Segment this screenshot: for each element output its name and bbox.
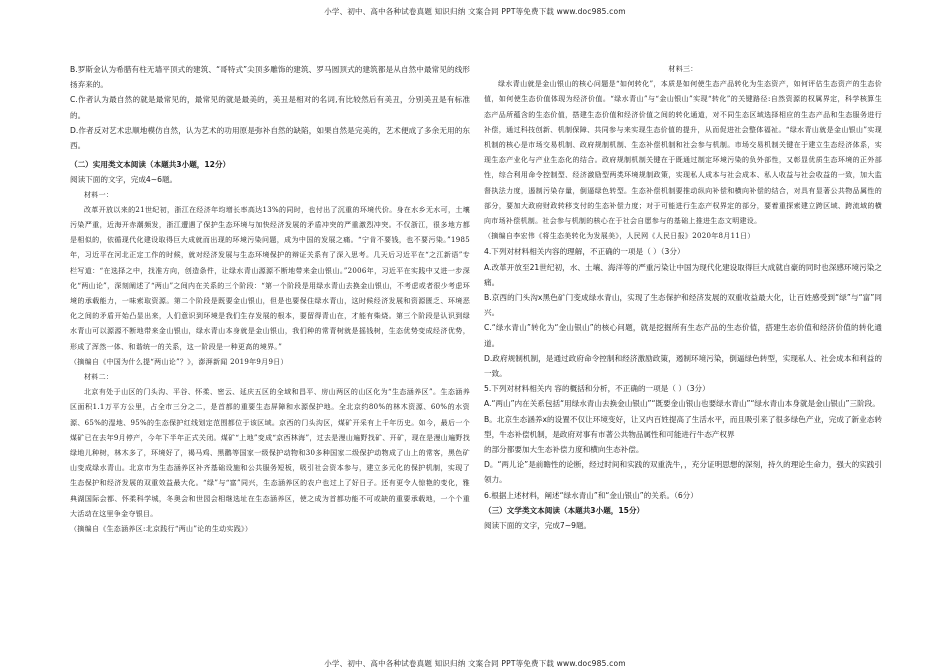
question-6: 6.根据上述材料，阐述“绿水青山”和“金山银山”的关系。（6分） [484, 490, 698, 500]
question-5-option-b: B。北京生态涵养x的设置不仅让环境变好，让又内百姓提高了生活水平，而且吸引来了很多绿色产业，完成了新业态转型，牛态补偿机制，是政府对事有市著公共物品属性和可能进行牛态产权界 [484, 414, 882, 439]
left-column [70, 62, 470, 537]
material-3-source: （摘编自李宏伟《将生态美转化为发展美》，人民网《人民日报》2020年8月11日） [484, 232, 755, 241]
section-title-practical: （二）实用类文本阅读（本题共3小题，12分） [70, 160, 231, 170]
question-4: 4.下列对材料相关内容的理解，不正确的一项是（ ）（3分） [484, 247, 685, 257]
material-1-title: 材料一： [84, 190, 114, 199]
question-5-option-d: D。“两儿论”是前瞻性的论断，经过时间和实践的双重洗牛，，充分证明思想的深刻，持久的理论生命力，强大的实践引领力。 [484, 460, 882, 485]
question-4-option-b: B.京西的门头沟x黑色矿门变成绿水青山，实现了生态保护和经济发展的双重收益最大化，让百姓感受到“绿”与“富”同兴。 [484, 293, 882, 318]
right-column [484, 62, 882, 533]
question-5-option-c: 的部分都要加大生态补偿力度和横向生态补偿。 [484, 445, 644, 455]
section-instruction: 阅读下面的文字，完成4~6题。 [70, 175, 178, 185]
material-1-source: （摘编自《中国为什么提“两山论”？》，澎湃新闻 2019年9月9日） [70, 357, 288, 366]
question-5: 5.下列对材料相关内 容的概括和分析，不正确的一项是（ ）（3分） [484, 384, 710, 394]
option-d: D.作者反对艺术忠顺地模仿自然，认为艺术的功用原是弥补自然的缺陷，如果自然是完美的，艺术便成了多余无用的东西。 [70, 125, 470, 151]
question-4-option-d: D.政府规制机制，是通过政府命令控制和经济激励政策，遏制环境污染，倒逼绿色转型，实现私人、社会成本和利益的一致。 [484, 353, 882, 379]
material-2-source: （摘编自《生态涵养区:北京践行“两山”论的生动实践》） [70, 525, 253, 534]
page-footer: 小学、初中、高中各种试卷真题 知识归纳 文案合同 PPT等免费下载 www.doc985.com [324, 659, 626, 668]
section-title-literary: （三）文学类文本阅读（本题共3小题，15分） [484, 505, 645, 515]
material-1-text: 改革开放以来的21世纪初，浙江在经济年均增长率高达13%的同时，也付出了沉重的环境代价。身在水乡无水可，土壤污染严重，近海开赤潮频发，浙江遭遇了保护生态环境与加快经济发展的矛盾冲突的严重激烈冲突。不仅浙江，很多地方都是相似的，依循现代化建设取得巨大成就而出现的环境污染问题，成为中国的发展之痛。“宁肯不要钱，也不要污染。”1985年，习近平在河北正定工作的时候，就对经济发展与生态环境保护的辩证关系有了深入思考。几天后习近平在“之江新语”专栏写道：“在选择之中，找准方向，创造条件，让绿水青山源源不断地带来金山银山。”2006年，习近平在实践中又进一步深化“两山论”，深刻阐述了“两山”之间内在关系的三个阶段：“第一个阶段是用绿水青山去换金山银山，不考虑或者很少考虑环境的承载能力，一味索取资源。第二个阶段是既要金山银山，但是也要保住绿水青山，这时候经济发展和资源匮乏、环境恶化之间的矛盾开始凸显出来，人们意识到环境是我们生存发展的根本，要留得青山在，才能有柴烧。第三个阶段是认识到绿水青山可以源源不断地带来金山银山，绿水青山本身就是金山银山，我们种的常青树就是摇钱树，生态优势变成经济优势，形成了浑然一体、和谐统一的关系，这一阶段是一种更高的境界。” [70, 205, 470, 351]
option-b: B.罗斯金认为希腊有柱无墙平顶式的建筑、“哥特式”尖顶多雕饰的建筑、罗马圆顶式的建筑都是从自然中最常见的线形扬弃来的。 [70, 65, 470, 90]
material-3-text: 绿水青山就是金山银山的核心问题是“如何转化”，本质是如何使生态产品转化为生态资产，如何评估生态资产的生态价值，如何使生态价值体现为经济价值。“绿水青山”与“金山银山”实现“转化”的关键路径:自然资源的权属界定，科学核算生态产品所蕴含的生态价值，搭建生态价值和经济价值之间的转化通道，对不同生态区域选择相应的生态产品和生态服务进行补偿，通过科技创新、机制保障、共同参与来实现生态价值的提升，从而促进社会整体福祉。“绿水青山就是金山银山”实现机制的核心是市场交易机制、政府规制机制、生态补偿机制和社会参与机制。市场交易机制关键在于建立生态经济体系，实现生态产业化与产业生态化的结合。政府规制机制关键在于既通过制定环境污染的负外部性，又彰显优质生态环境的正外部性，综合利用命令控制型、经济激励型两类环境规制政策，实现私人成本与社会成本、私人收益与社会收益的一致，加大监督执法力度，遏制污染存量，倒逼绿色转型。生态补偿机制要推动纵向补偿和横向补偿的结合，对具有显著公共物品属性的部分，要加大政府财政转移支付的生态补偿力度；对于可能进行生态产权界定的部分，要着重探索建立跨区域、跨流域的横向市场补偿机制。社会参与机制的核心在于社会自愿参与的基础上推进生态文明建设。 [484, 80, 882, 226]
question-4-option-a: A.改革开放至21世纪初，水、土壤、海洋等的严重污染让中国为现代化建设取得巨大成就自豪的同时也深感环境污染之痛。 [484, 262, 882, 287]
material-2-text: 北京有处于山区的门头沟、平谷、怀柔、密云、延庆五区的全域和昌平、房山两区的山区化为“生态涵养区”。生态涵养区面积1.1万平方公里，占全市三分之二，是首都的重要生态屏障和水源保护地。全北京约80%的林木资源、60%的水资源、65%的湿地、95%的生态保护红线划定范围都位于该区域。京西的门头沟区，煤矿开采有上千年历史。如今，最后一个煤矿已在去年9月停产，今年下半年正式关闭。煤矿“上地”变成“京西林海”，过去是漫山遍野找矿、开矿，现在是漫山遍野找绿地儿种树，林木多了，环境好了，褐马鸡、黑鹳等国家一级保护动物和30多种国家二级保护动物成了山上的常客，黑色矿山变成绿水青山。北京市为生态涵养区补齐基础设施和公共服务短板，吸引社会资本参与，建立多元化的保护机制，实现了生态保护和经济发展的双重效益最大化。“绿”与“富”同兴，生态涵养区的农户也过上了好日子。还有更令人惊艳的变化，雅典湖国际会都、怀柔科学城，冬奥会和世园会相继选址在生态涵养区，使之成为首都功能不可或缺的重要承载地，一个个重大活动在这里争金夺银目。 [70, 388, 470, 518]
page-header: 小学、初中、高中各种试卷真题 知识归纳 文案合同 PPT等免费下载 www.doc985.com [324, 7, 626, 16]
question-5-option-a: A.“两山”内在关系包括“用绿水青山去换金山银山”“既要金山银山也要绿水青山”“绿水青山本身就是金山银山”三阶段。 [484, 399, 880, 409]
option-c: C.作者认为最自然的就是最常见的，最常见的就是最美的，美丑是相对的名词,有比较然后有美丑，分别美丑是有标准的。 [70, 95, 470, 120]
question-4-option-c: C.“绿水青山”转化为“金山银山”的核心问题，就是挖掘所有生态产品的生态价值，搭建生态价值和经济价值的转化通道。 [484, 323, 882, 348]
material-2-title: 材料二： [84, 373, 114, 382]
section-3-instruction: 阅读下面的文字，完成7~9题。 [484, 521, 592, 531]
material-3-title: 材料三： [668, 65, 698, 73]
